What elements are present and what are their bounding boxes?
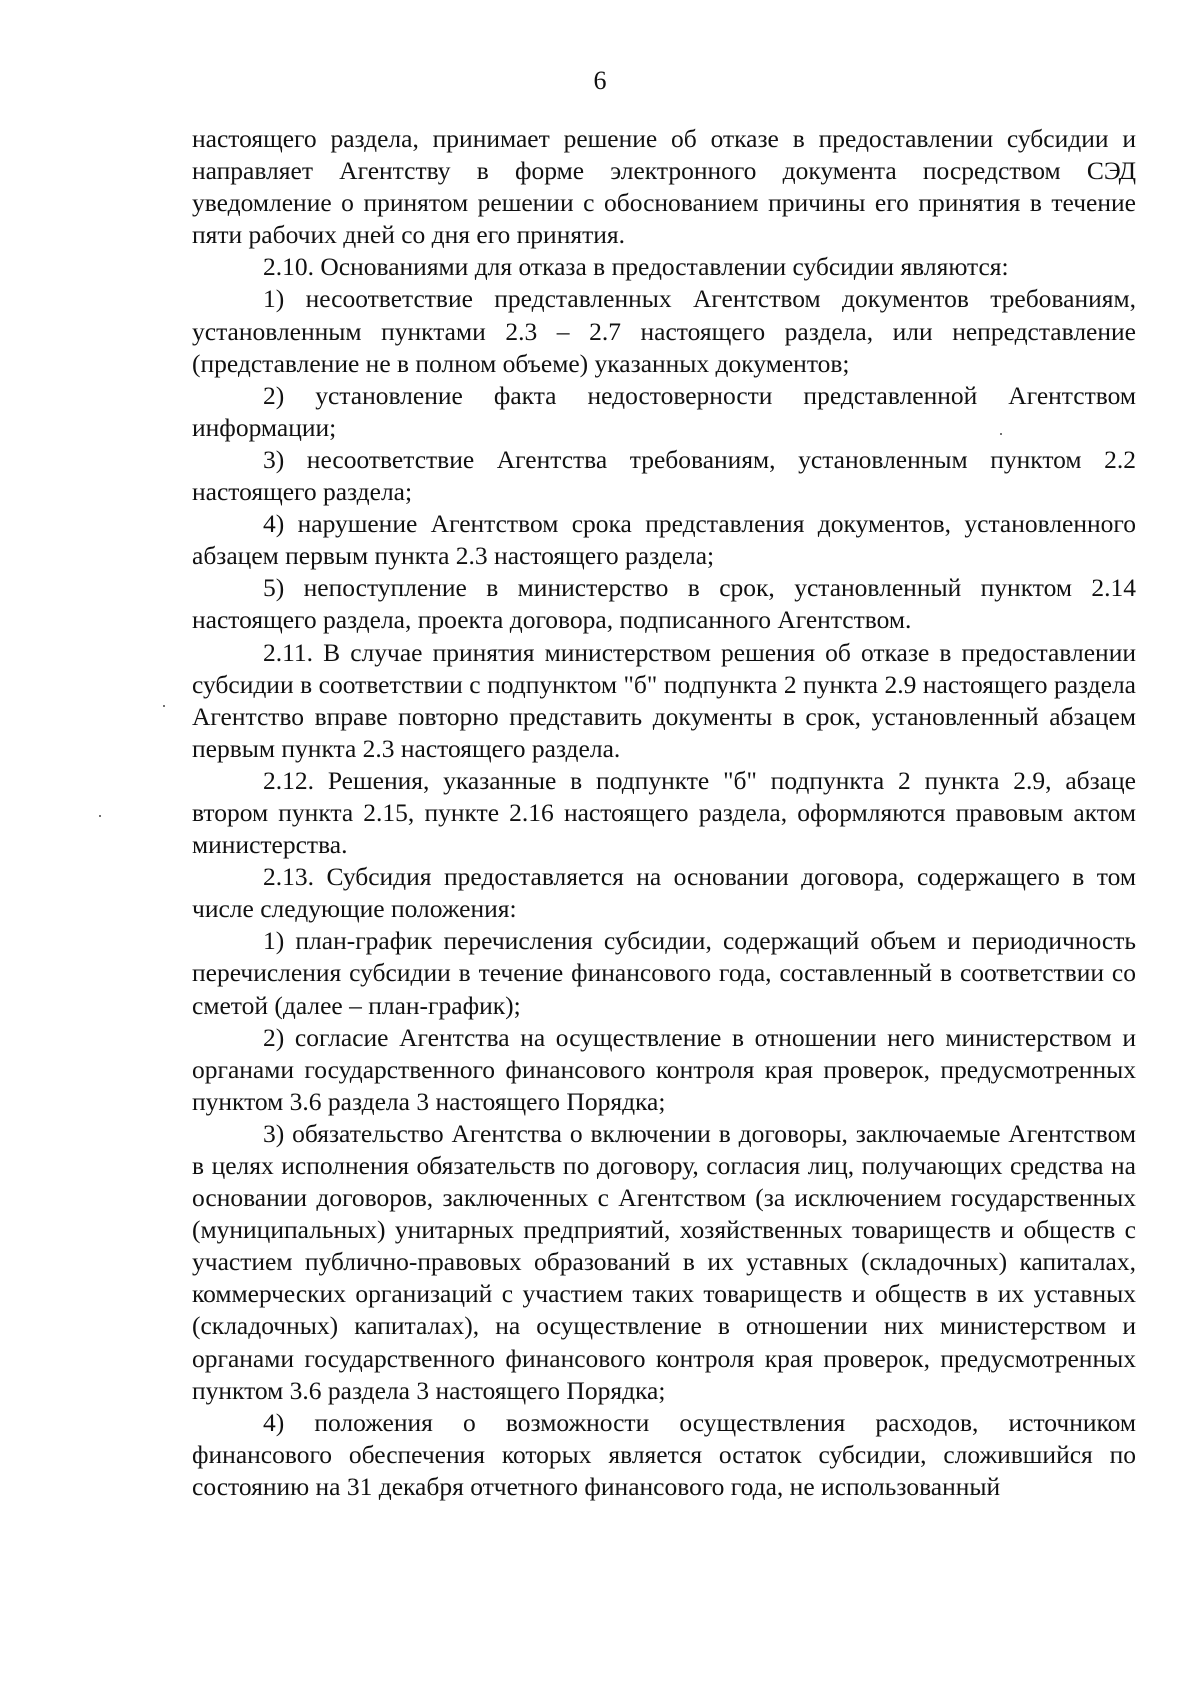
scan-speck [99,815,101,817]
paragraph-2-10-item-4: 4) нарушение Агентством срока представления документов, установленного абзацем первым пункта 2.3 настоящего раздела; [192,509,1136,571]
paragraph-continuation: настоящего раздела, принимает решение об отказе в предоставлении субсидии и направляет Агентству в форме электронного документа посредством СЭД уведомление о принятом решении с обоснованием причины его принятия в течение пяти рабочих дней со дня его принятия. [192,124,1136,250]
paragraph-2-13-item-4: 4) положения о возможности осуществления расходов, источником финансового обеспечения которых является остаток субсидии, сложившийся по состоянию на 31 декабря отчетного финансового года, не использованный [192,1407,1136,1501]
paragraph-2-10-item-2: 2) установление факта недостоверности представленной Агентством информации; [192,380,1136,442]
paragraph-2-13: 2.13. Субсидия предоставляется на основании договора, содержащего в том числе следующие положения: [192,862,1136,924]
paragraph-2-11: 2.11. В случае принятия министерством решения об отказе в предоставлении субсидии в соответствии с подпунктом "б" подпункта 2 пункта 2.9 настоящего раздела Агентство вправе повторно представить документы в срок, установленный абзацем первым пункта 2.3 настоящего раздела. [192,637,1136,763]
paragraph-2-12: 2.12. Решения, указанные в подпункте "б" подпункта 2 пункта 2.9, абзаце втором пункта 2.15, пункте 2.16 настоящего раздела, оформляются правовым актом министерства. [192,765,1136,860]
document-body [192,123,1136,1503]
paragraph-2-13-item-1: 1) план-график перечисления субсидии, содержащий объем и периодичность перечисления субсидии в течение финансового года, составленный в соответствии со сметой (далее – план-график); [192,926,1136,1020]
paragraph-2-10-item-1: 1) несоответствие представленных Агентством документов требованиям, установленным пунктами 2.3 – 2.7 настоящего раздела, или непредставление (представление не в полном объеме) указанных документов; [192,284,1136,378]
paragraph-2-10: 2.10. Основаниями для отказа в предоставлении субсидии являются: [263,252,1009,282]
scan-speck [163,705,165,707]
scan-speck [1000,433,1002,435]
paragraph-2-10-item-5: 5) непоступление в министерство в срок, установленный пунктом 2.14 настоящего раздела, проекта договора, подписанного Агентством. [192,573,1136,635]
paragraph-2-10-item-3: 3) несоответствие Агентства требованиям, установленным пунктом 2.2 настоящего раздела; [192,444,1136,507]
paragraph-2-13-item-3: 3) обязательство Агентства о включении в договоры, заключаемые Агентством в целях исполнения обязательств по договору, согласия лиц, получающих средства на основании договоров, заключенных с Агентством (за исключением государственных (муниципальных) унитарных предприятий, хозяйственных товариществ и обществ с участием публично-правовых образований в их уставных (складочных) капиталах, коммерческих организаций с участием таких товариществ и обществ в их уставных (складочных) капиталах), на осуществление в отношении них министерством и органами государственного финансового контроля края проверок, предусмотренных пунктом 3.6 раздела 3 настоящего Порядка; [192,1118,1136,1405]
paragraph-2-13-item-2: 2) согласие Агентства на осуществление в отношении него министерством и органами государственного финансового контроля края проверок, предусмотренных пунктом 3.6 раздела 3 настоящего Порядка; [192,1022,1136,1116]
page-number: 6 [593,66,607,95]
